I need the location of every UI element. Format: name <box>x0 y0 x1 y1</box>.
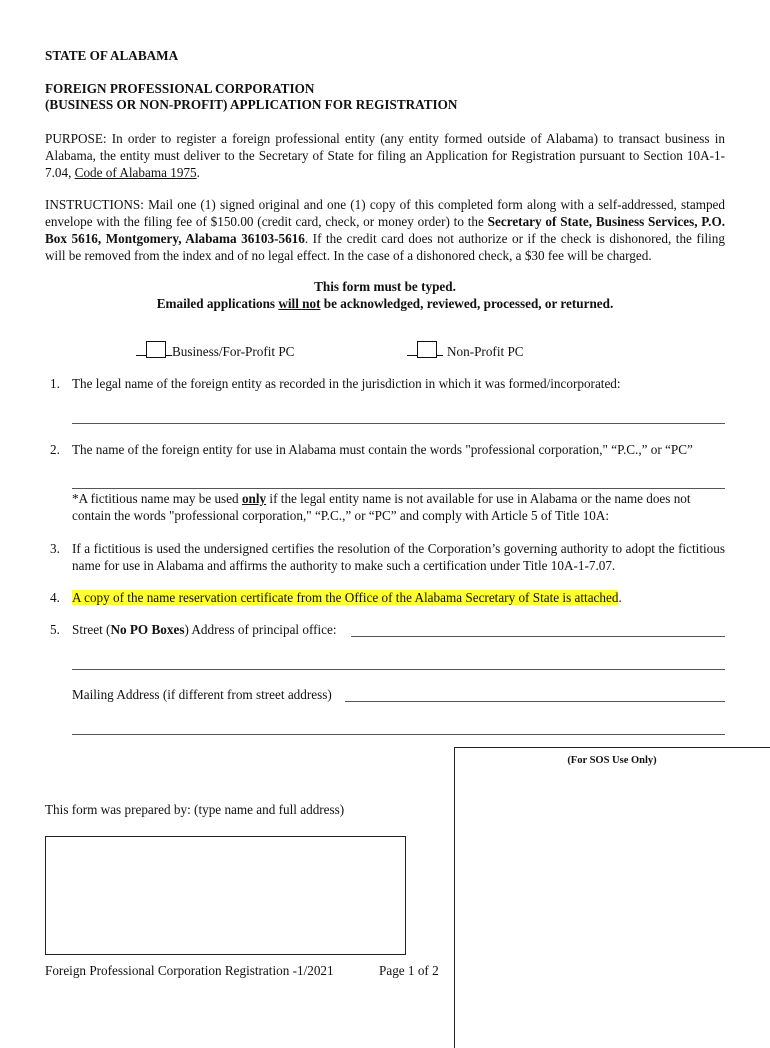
instructions-text-2: . If the credit card does not authorize or if the check is dishonored, the filing will be removed from the index and of no legal effect. In the case of a dishonored check, a $30 fee will be charged. <box>45 231 725 263</box>
alabama-name-field[interactable] <box>72 488 725 489</box>
blank-line <box>437 355 443 356</box>
note-pre: *A fictitious name may be used <box>72 491 242 506</box>
code-of-alabama-reference: Code of Alabama 1975 <box>74 165 197 180</box>
item-5-no-po-boxes: No PO Boxes <box>110 622 185 637</box>
mailing-address-sos: Secretary of State, Business Services, P.O. Box 5616, Montgomery, Alabama 36103-5616 <box>45 214 725 246</box>
street-address-field[interactable] <box>351 636 725 637</box>
prepared-by-textbox[interactable] <box>45 836 406 955</box>
item-1-number: 1. <box>50 376 60 391</box>
blank-line <box>136 355 146 356</box>
form-title-line2: (BUSINESS OR NON-PROFIT) APPLICATION FOR REGISTRATION <box>45 97 458 112</box>
footer-page-number: Page 1 of 2 <box>379 963 439 978</box>
purpose-text: PURPOSE: In order to register a foreign professional entity (any entity formed outside of Alabama) to transact business in Alabama, the entity must deliver to the Secretary of State for filing an Application for Registration pursuant to Section 10A-1-7.04, <box>45 131 725 180</box>
sos-use-only-box <box>454 747 770 1048</box>
item-1-text: The legal name of the foreign entity as recorded in the jurisdiction in which it was formed/incorporated: <box>72 376 621 391</box>
nonprofit-pc-label: Non-Profit PC <box>447 344 524 359</box>
email-notice-post: be acknowledged, reviewed, processed, or returned. <box>320 296 614 311</box>
mailing-address-label: Mailing Address (if different from street address) <box>72 687 332 702</box>
email-notice <box>45 295 725 312</box>
note-only: only <box>241 491 267 506</box>
typed-notice: This form must be typed. <box>314 279 456 294</box>
item-5-number: 5. <box>50 622 60 637</box>
item-4-highlighted-text: A copy of the name reservation certificate from the Office of the Alabama Secretary of State is attached <box>72 590 619 605</box>
footer-form-name: Foreign Professional Corporation Registration -1/2021 <box>45 963 334 978</box>
prepared-by-label: This form was prepared by: (type name and full address) <box>45 802 345 817</box>
form-title-line1: FOREIGN PROFESSIONAL CORPORATION <box>45 81 315 96</box>
blank-line <box>407 355 417 356</box>
mailing-address-field-line2[interactable] <box>72 734 725 735</box>
item-4-end: . <box>618 590 622 605</box>
street-address-field-line2[interactable] <box>72 669 725 670</box>
option-nonprofit-pc <box>407 341 524 360</box>
note-post: if the legal entity name is not available for use in Alabama or the name does not contain the words "professional corporation," “P.C.,” or “PC” and comply with Article 5 of Title 10A: <box>72 491 691 523</box>
item-2-text: The name of the foreign entity for use in Alabama must contain the words "professional corporation," “P.C.,” or “PC” <box>72 442 693 457</box>
item-3-text: If a fictitious is used the undersigned certifies the resolution of the Corporation’s governing authority to adopt the fictitious name for use in Alabama and affirms the authority to make such a certification under Title 10A-1-7.07. <box>72 541 725 573</box>
instructions-paragraph <box>45 196 725 264</box>
sos-use-only-label: (For SOS Use Only) <box>567 755 657 766</box>
purpose-end: . <box>196 165 200 180</box>
purpose-paragraph <box>45 130 725 181</box>
email-notice-will-not: will not <box>278 296 321 311</box>
instructions-text: INSTRUCTIONS: Mail one (1) signed original and one (1) copy of this completed form along with a self-addressed, stamped envelope with the filing fee of $150.00 (credit card, check, or money order) to the <box>45 197 725 229</box>
legal-name-field[interactable] <box>72 423 725 424</box>
item-2-number: 2. <box>50 442 60 457</box>
item-5-label <box>72 621 337 638</box>
item-4-number: 4. <box>50 590 60 605</box>
email-notice-pre: Emailed applications <box>156 296 279 311</box>
item-5-pre: Street ( <box>72 622 111 637</box>
state-heading: STATE OF ALABAMA <box>45 48 179 63</box>
fictitious-name-note <box>72 490 712 524</box>
item-4-text <box>72 589 622 606</box>
option-business-pc <box>136 341 294 360</box>
item-5-post: ) Address of principal office: <box>184 622 337 637</box>
business-pc-label: Business/For-Profit PC <box>172 344 295 359</box>
business-pc-checkbox[interactable] <box>146 341 166 358</box>
item-3-number: 3. <box>50 541 60 556</box>
mailing-address-field[interactable] <box>345 701 725 702</box>
nonprofit-pc-checkbox[interactable] <box>417 341 437 358</box>
